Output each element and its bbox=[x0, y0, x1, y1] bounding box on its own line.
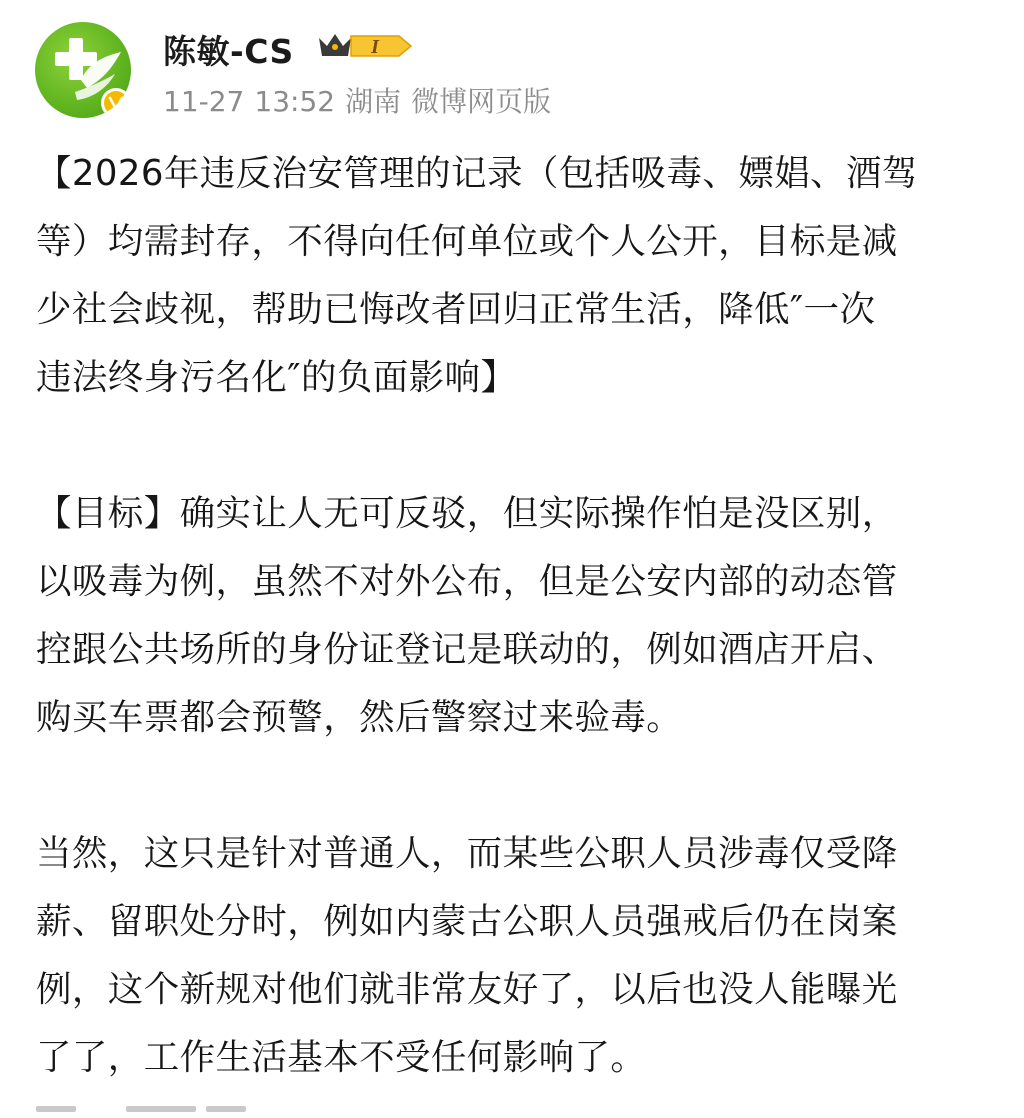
avatar[interactable] bbox=[35, 22, 131, 118]
post-paragraph-3: 当然，这只是针对普通人，而某些公职人员涉毒仅受降 薪、留职处分时，例如内蒙古公职人员强戒后仍在岗案 例，这个新规对他们就非常友好了，以后也没人能曝光 了了，工作生活基本不受任何影响了。 bbox=[36, 833, 898, 1078]
post-paragraph-1: 【2026年违反治安管理的记录（包括吸毒、嫖娼、酒驾 等）均需封存，不得向任何单位或个人公开，目标是减 少社会歧视，帮助已悔改者回归正常生活，降低″一次 违法终身污名化″的负面影响】 bbox=[36, 153, 918, 398]
post-time: 13:52 bbox=[254, 85, 336, 118]
vip-level-text: I bbox=[371, 36, 379, 58]
post-header bbox=[35, 18, 995, 118]
author-name[interactable]: 陈敏-CS bbox=[163, 32, 294, 71]
post-meta bbox=[163, 80, 561, 120]
crown-level-badge-icon[interactable] bbox=[317, 28, 413, 64]
post-paragraph-2: 【目标】确实让人无可反驳，但实际操作怕是没区别， 以吸毒为例，虽然不对外公布，但是公安内部的动态管 控跟公共场所的身份证登记是联动的，例如酒店开启、 购买车票都会预警，然后警察过来验毒。 bbox=[36, 493, 898, 738]
verified-v-icon bbox=[101, 88, 131, 118]
truncated-text-line bbox=[36, 1106, 336, 1118]
post-source[interactable]: 微博网页版 bbox=[411, 85, 552, 118]
post-body bbox=[36, 140, 988, 1092]
post-location: 湖南 bbox=[345, 85, 402, 118]
post-date: 11-27 bbox=[163, 85, 245, 118]
